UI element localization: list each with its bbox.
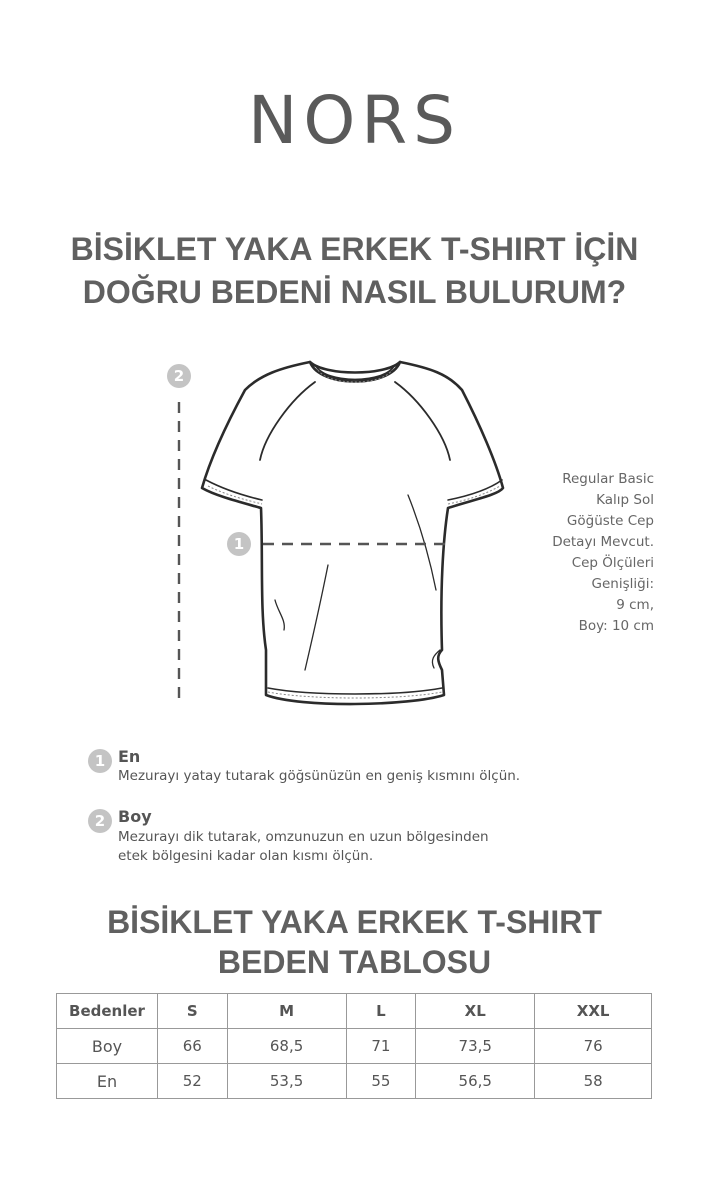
table-cell: 76 (535, 1029, 652, 1064)
table-header: XL (416, 994, 535, 1029)
table-cell: 68,5 (227, 1029, 346, 1064)
size-table (56, 993, 652, 1099)
pocket-note-line: Regular Basic (562, 471, 654, 487)
table-cell: 73,5 (416, 1029, 535, 1064)
table-cell: 55 (346, 1064, 416, 1099)
pocket-note-line: Detayı Mevcut. (552, 534, 654, 550)
table-header: Bedenler (57, 994, 158, 1029)
boy-badge: 2 (88, 809, 112, 833)
pocket-note-line: Cep Ölçüleri (571, 555, 654, 571)
en-instruction: Mezurayı yatay tutarak göğsünüzün en geniş kısmını ölçün. (118, 768, 521, 784)
table-cell: 52 (158, 1064, 228, 1099)
table-header: L (346, 994, 416, 1029)
pocket-note-line: Genişliği: (591, 576, 654, 592)
pocket-note (520, 469, 654, 637)
table-row-label: En (57, 1064, 158, 1099)
table-header: S (158, 994, 228, 1029)
boy-heading: Boy (118, 807, 152, 826)
pocket-note-line: Boy: 10 cm (578, 618, 654, 634)
table-row (57, 1029, 652, 1064)
boy-instruction-line-2: etek bölgesini kadar olan kısmı ölçün. (118, 848, 374, 864)
table-row-label: Boy (57, 1029, 158, 1064)
width-badge: 1 (227, 532, 251, 556)
table-cell: 53,5 (227, 1064, 346, 1099)
table-header-row (57, 994, 652, 1029)
table-header: XXL (535, 994, 652, 1029)
table-header: M (227, 994, 346, 1029)
guide-title-line-1: BİSİKLET YAKA ERKEK T-SHIRT İÇİN (70, 231, 639, 267)
pocket-note-line: Kalıp Sol (596, 492, 654, 508)
pocket-note-line: Göğüste Cep (566, 513, 654, 529)
length-badge: 2 (167, 364, 191, 388)
table-cell: 66 (158, 1029, 228, 1064)
table-row (57, 1064, 652, 1099)
table-title-line-1: BİSİKLET YAKA ERKEK T-SHIRT (107, 904, 602, 940)
guide-title-line-2: DOĞRU BEDENİ NASIL BULURUM? (82, 274, 627, 310)
table-title-line-2: BEDEN TABLOSU (217, 944, 492, 980)
boy-instruction-line-1: Mezurayı dik tutarak, omzunuzun en uzun bölgesinden (118, 829, 489, 845)
table-cell: 56,5 (416, 1064, 535, 1099)
en-badge: 1 (88, 749, 112, 773)
table-cell: 71 (346, 1029, 416, 1064)
en-heading: En (118, 747, 141, 766)
shirt-outline (202, 362, 503, 704)
brand-logo: NORS (247, 82, 462, 159)
tshirt-illustration (150, 350, 520, 720)
table-cell: 58 (535, 1064, 652, 1099)
pocket-note-line: 9 cm, (616, 597, 654, 613)
